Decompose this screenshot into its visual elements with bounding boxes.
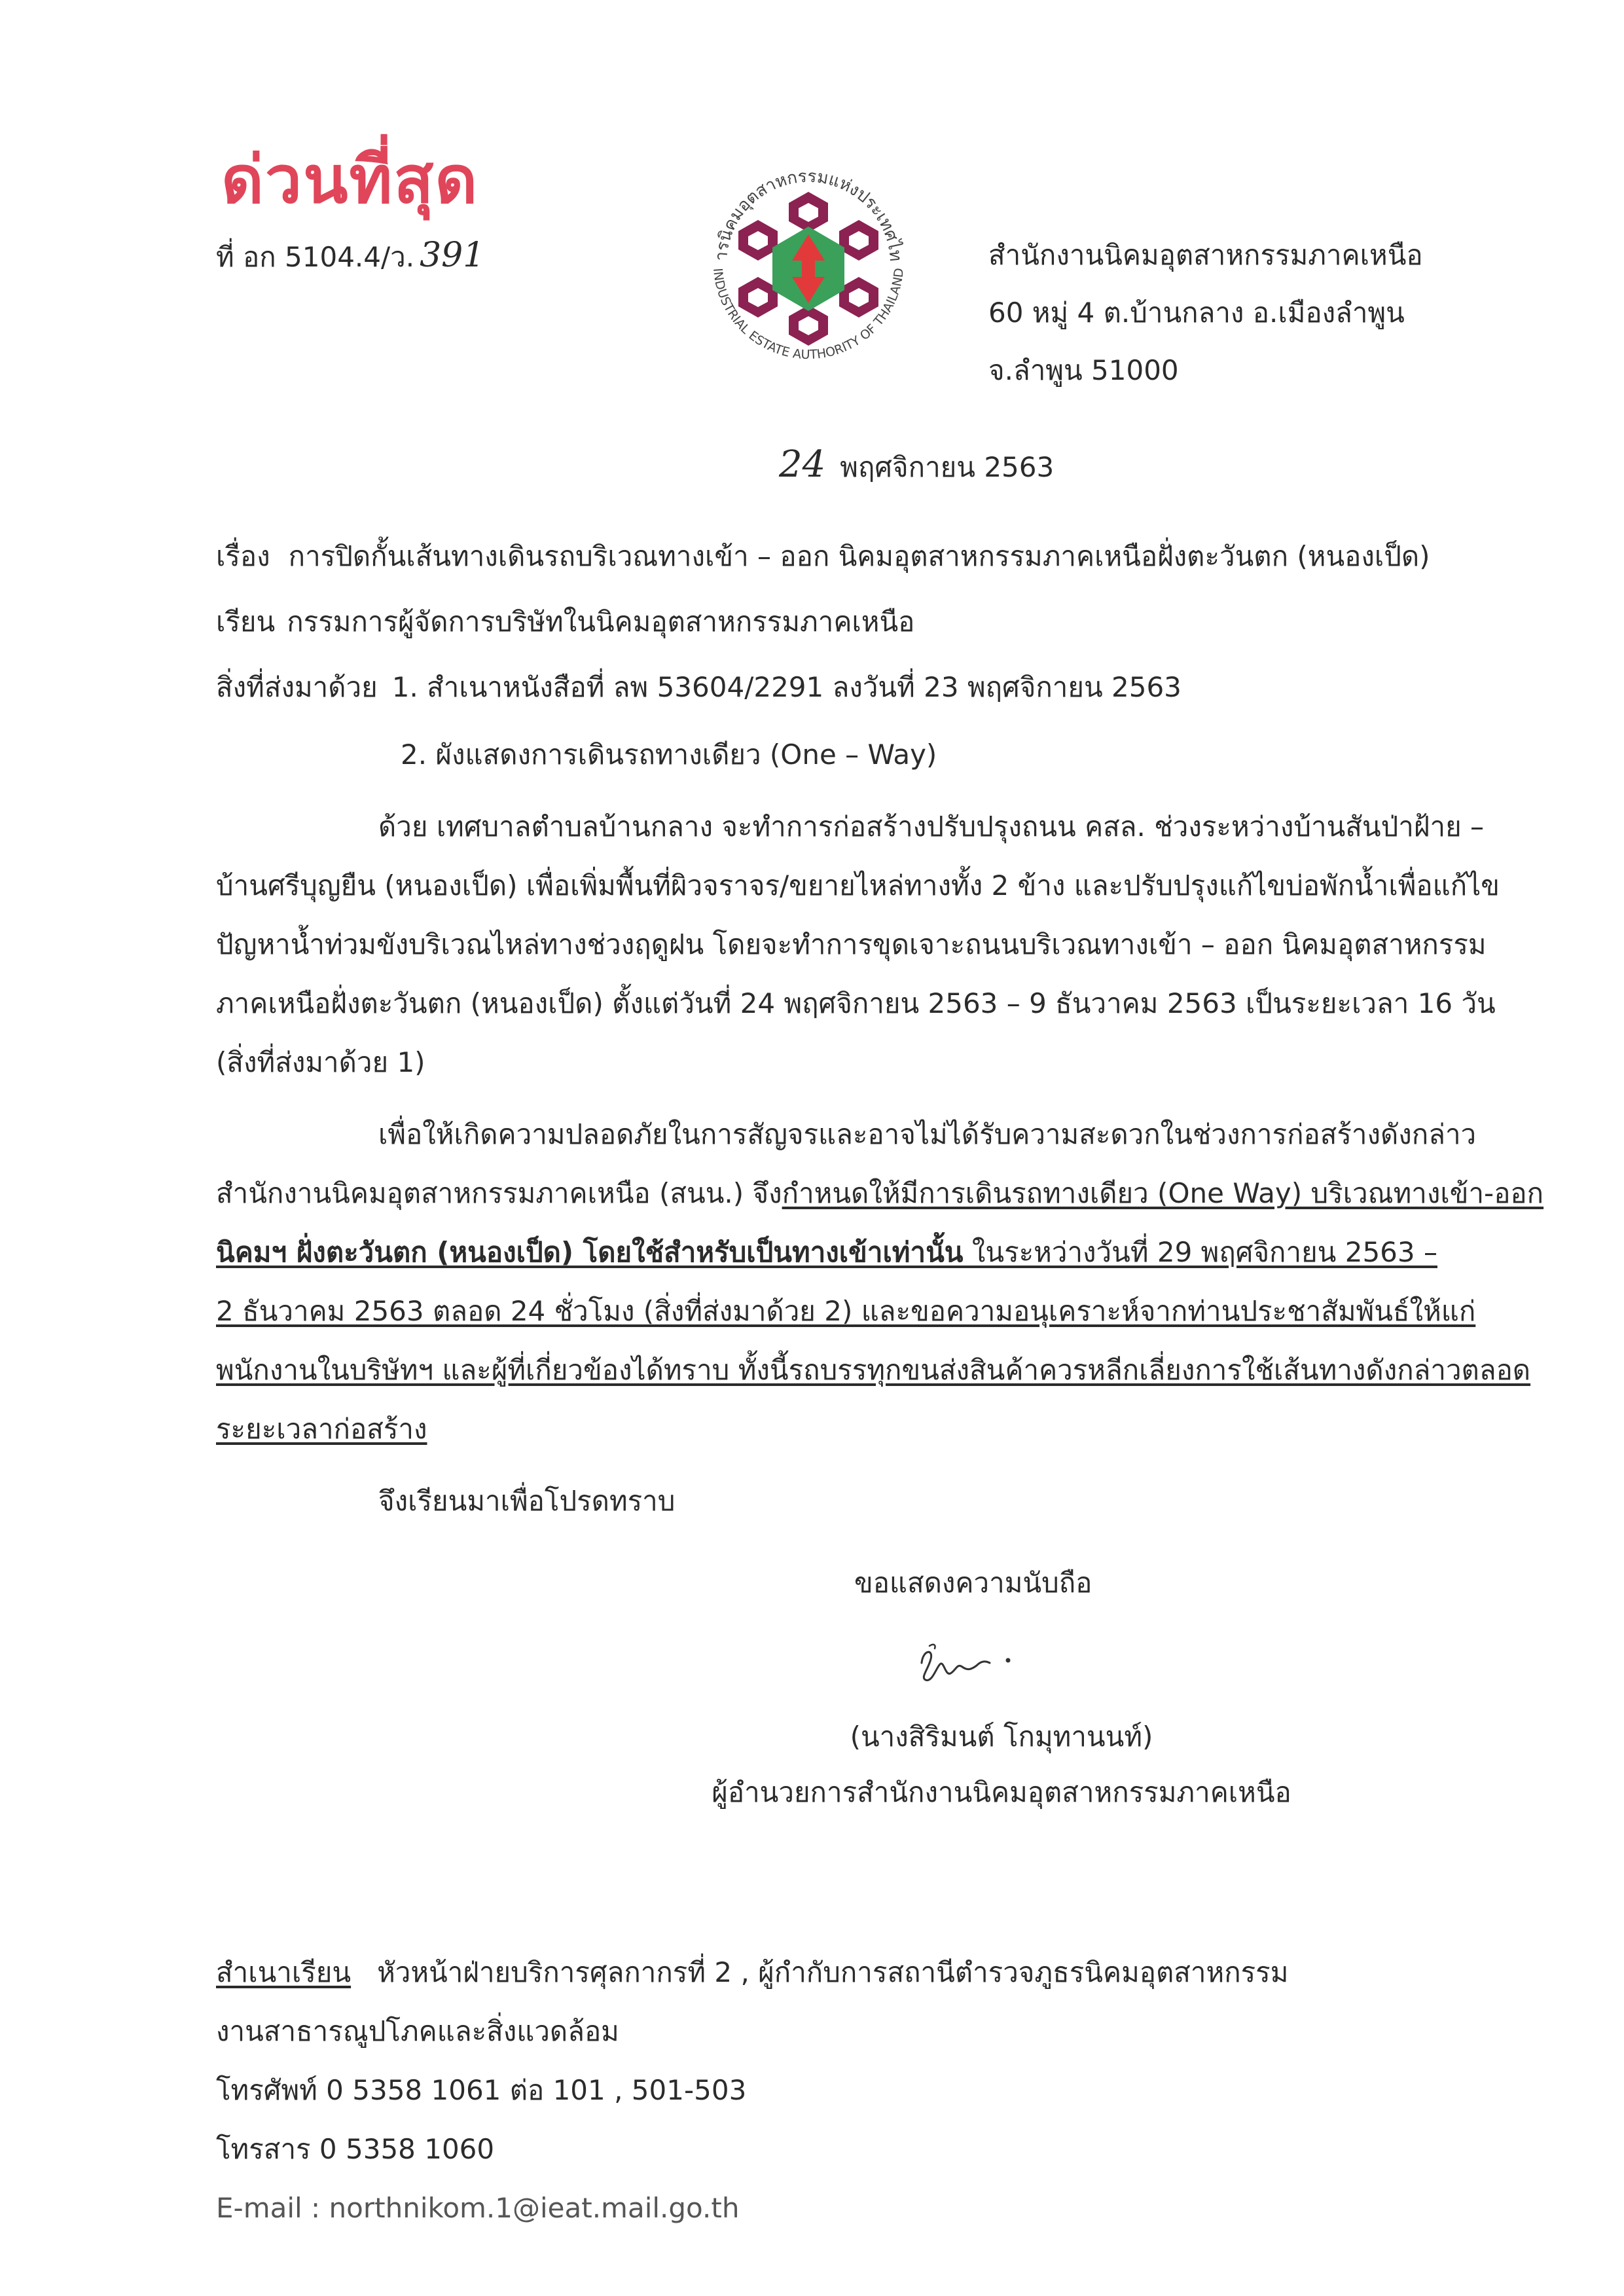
para2-line1: เพื่อให้เกิดความปลอดภัยในการสัญจรและอาจไม่ได้รับความสะดวกในช่วงการก่อสร้างดังกล่าว (378, 1118, 1477, 1150)
reference-prefix: ที่ อก 5104.4/ว. (216, 241, 415, 273)
subject-text: การปิดกั้นเส้นทางเดินรถบริเวณทางเข้า – ออก นิคมอุตสาหกรรมภาคเหนือฝั่งตะวันตก (หนองเป็ด) (288, 540, 1430, 572)
subject-line (216, 538, 1430, 575)
ieat-logo-icon (687, 143, 929, 385)
para1-line1: ด้วย เทศบาลตำบลบ้านกลาง จะทำการก่อสร้างปรับปรุงถนน คสล. ช่วงระหว่างบ้านสันป่าฝ้าย – (378, 811, 1485, 843)
addressee-line (216, 604, 914, 640)
cc-label: สำเนาเรียน (216, 1956, 352, 1988)
date-month-year: พฤศจิกายน 2563 (840, 451, 1055, 483)
para2-line2-plain: สำนักงานนิคมอุตสาหกรรมภาคเหนือ (สนน.) จึง (216, 1177, 782, 1209)
para1-line4: ภาคเหนือฝั่งตะวันตก (หนองเป็ด) ตั้งแต่วันที่ 24 พฤศจิกายน 2563 – 9 ธันวาคม 2563 เป็นระยะเวลา 16 วัน (216, 987, 1496, 1019)
letter-date (779, 443, 1055, 486)
reference-handwritten-number: 391 (420, 236, 485, 275)
office-address-line2: จ.ลำพูน 51000 (988, 354, 1179, 386)
signatory-position: ผู้อำนวยการสำนักงานนิคมอุตสาหกรรมภาคเหนือ (712, 1776, 1291, 1808)
para1-line2: บ้านศรีบุญยืน (หนองเป็ด) เพื่อเพิ่มพื้นที่ผิวจราจร/ขยายไหล่ทางทั้ง 2 ข้าง และปรับปรุงแก้ไขบ่อพักน้ำเพื่อแก้ไข (216, 869, 1500, 902)
urgency-stamp: ด่วนที่สุด (221, 141, 479, 218)
para2-line4: 2 ธันวาคม 2563 ตลอด 24 ชั่วโมง (สิ่งที่ส่งมาด้วย 2) และขอความอนุเคราะห์จากท่านประชาสัมพันธ์ให้แก่ (216, 1295, 1476, 1327)
subject-label: เรื่อง (216, 540, 270, 572)
office-address-line1: 60 หมู่ 4 ต.บ้านกลาง อ.เมืองลำพูน (988, 297, 1405, 329)
para2-line6: ระยะเวลาก่อสร้าง (216, 1413, 427, 1445)
phone-number: โทรศัพท์ 0 5358 1061 ต่อ 101 , 501-503 (216, 2074, 747, 2106)
para1-line5: (สิ่งที่ส่งมาด้วย 1) (216, 1046, 425, 1078)
enclosures-line (216, 669, 1182, 706)
closing-line: จึงเรียนมาเพื่อโปรดทราบ (378, 1485, 676, 1517)
regards-line: ขอแสดงความนับถือ (854, 1567, 1092, 1599)
para2-line3 (216, 1234, 1437, 1271)
para2-line3-underlined: ในระหว่างวันที่ 29 พฤศจิกายน 2563 – (963, 1236, 1437, 1268)
fax-number: โทรสาร 0 5358 1060 (216, 2133, 495, 2165)
reference-number (216, 237, 484, 276)
para2-line5: พนักงานในบริษัทฯ และผู้ที่เกี่ยวข้องได้ทราบ ทั้งนี้รถบรรทุกขนส่งสินค้าควรหลีกเลี่ยงการใช้เส้นทางดังกล่าวตลอด (216, 1354, 1531, 1386)
department-name: งานสาธารณูปโภคและสิ่งแวดล้อม (216, 2015, 619, 2047)
email-address: E-mail : northnikom.1@ieat.mail.go.th (216, 2192, 740, 2224)
addressee-label: เรียน (216, 606, 276, 638)
enclosures-label: สิ่งที่ส่งมาด้วย (216, 671, 378, 703)
logo-thai-text: ารนิคมอุตสาหกรรมแห่งประเทศไท (711, 166, 906, 263)
signatory-name: (นางสิริมนต์ โกมุทานนท์) (850, 1721, 1153, 1753)
para2-line3-bold-underlined: นิคมฯ ฝั่งตะวันตก (หนองเป็ด) โดยใช้สำหรับเป็นทางเข้าเท่านั้น (216, 1236, 964, 1268)
cc-line (216, 1954, 1288, 1991)
office-name: สำนักงานนิคมอุตสาหกรรมภาคเหนือ (988, 239, 1423, 271)
para2-line2 (216, 1175, 1543, 1212)
handwritten-signature (916, 1637, 1021, 1689)
cc-text: หัวหน้าฝ่ายบริการศุลกากรที่ 2 , ผู้กำกับการสถานีตำรวจภูธรนิคมอุตสาหกรรม (377, 1956, 1289, 1988)
logo-english-text: INDUSTRIAL ESTATE AUTHORITY OF THAILAND (710, 267, 907, 363)
enclosure-item-2: 2. ผังแสดงการเดินรถทางเดียว (One – Way) (401, 738, 937, 771)
para1-line3: ปัญหาน้ำท่วมขังบริเวณไหล่ทางช่วงฤดูฝน โดยจะทำการขุดเจาะถนนบริเวณทางเข้า – ออก นิคมอุตสาหกรรม (216, 928, 1487, 960)
signature-icon (916, 1637, 1021, 1689)
enclosure-item-1: 1. สำเนาหนังสือที่ ลพ 53604/2291 ลงวันที่ 23 พฤศจิกายน 2563 (391, 671, 1182, 703)
addressee-text: กรรมการผู้จัดการบริษัทในนิคมอุตสาหกรรมภาคเหนือ (287, 606, 915, 638)
date-day-handwritten: 24 (779, 443, 826, 486)
ieat-logo (687, 143, 929, 385)
para2-line2-underlined: กำหนดให้มีการเดินรถทางเดียว (One Way) บริเวณทางเข้า-ออก (782, 1177, 1544, 1209)
